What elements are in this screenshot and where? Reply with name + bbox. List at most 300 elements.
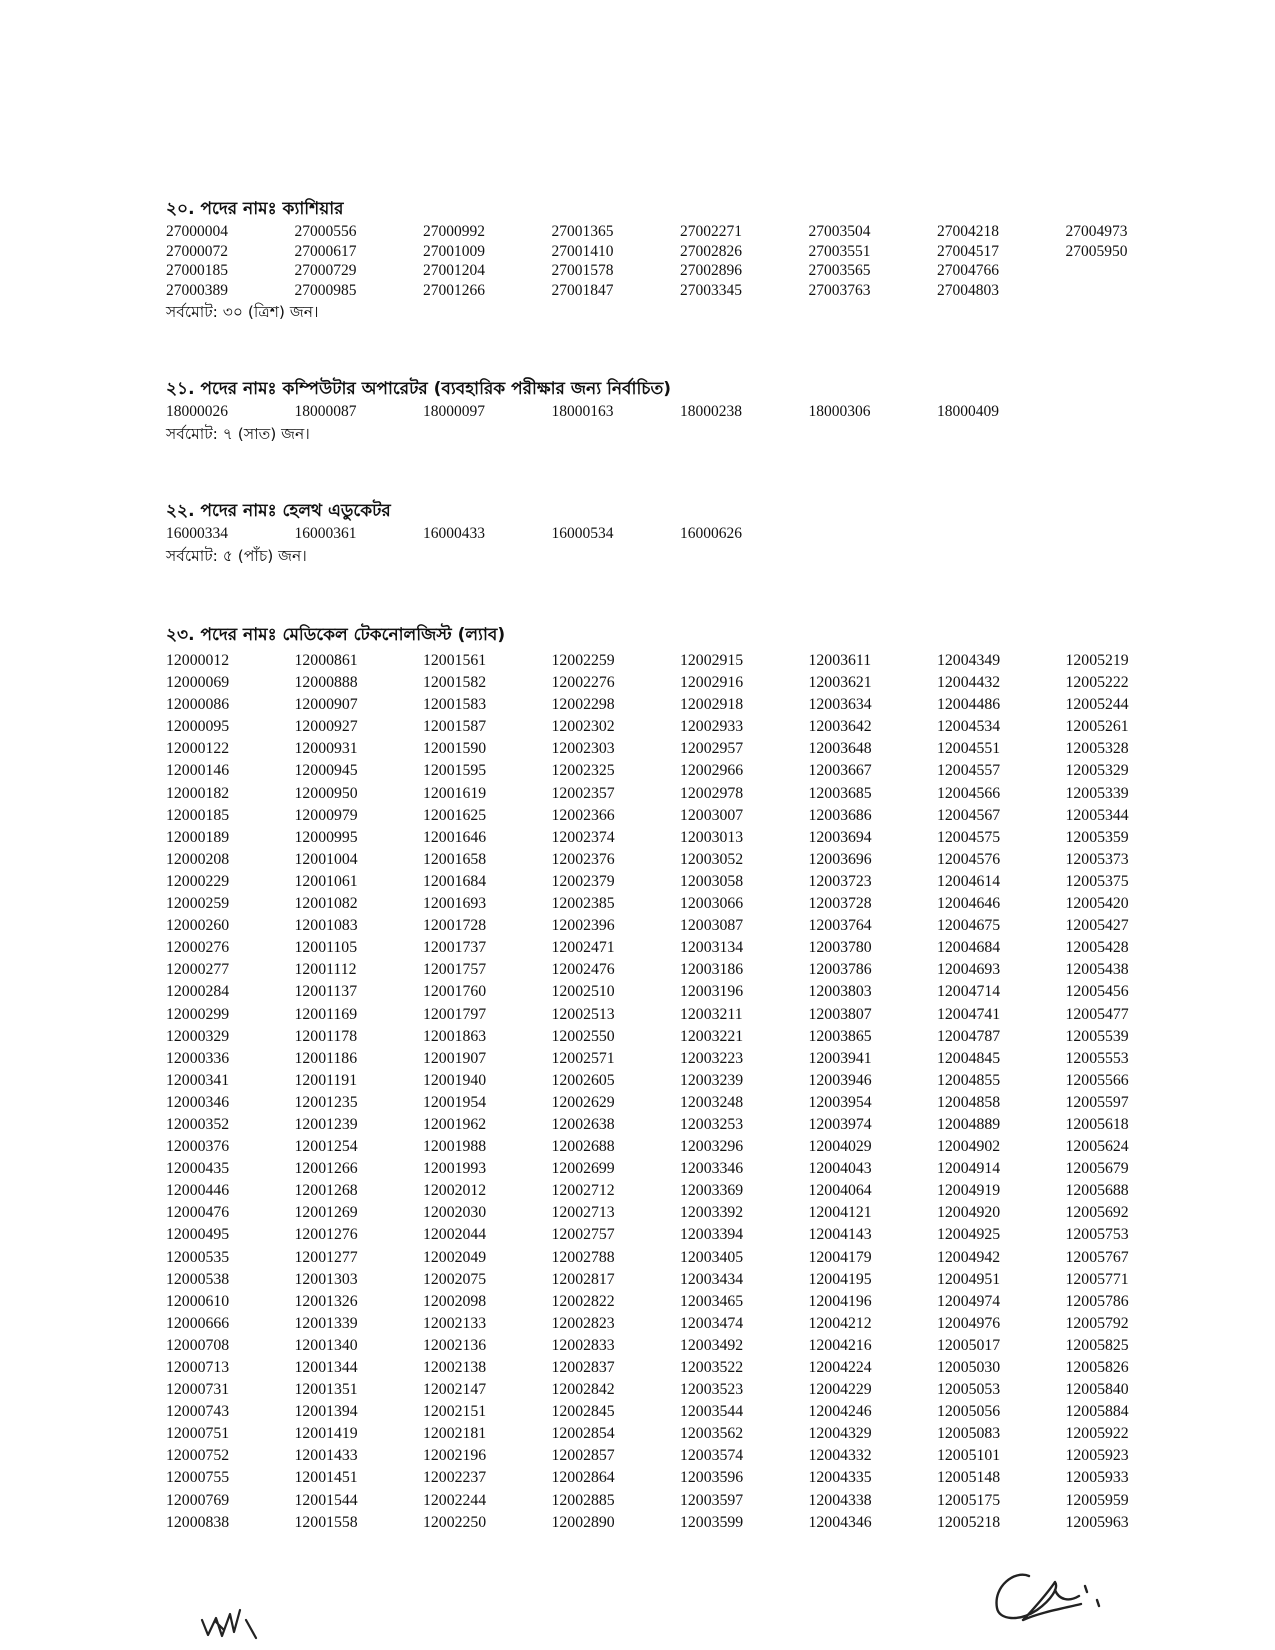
roll-number: 12005922 bbox=[1065, 1425, 1129, 1443]
roll-number: 12004974 bbox=[937, 1292, 1001, 1310]
roll-number: 12003221 bbox=[680, 1027, 744, 1045]
roll-number: 12004195 bbox=[808, 1270, 872, 1288]
roll-number: 12003007 bbox=[680, 806, 744, 824]
roll-number: 12003405 bbox=[680, 1248, 744, 1266]
roll-number: 12003066 bbox=[680, 895, 744, 913]
roll-number: 12002845 bbox=[551, 1403, 615, 1421]
roll-number: 12000708 bbox=[166, 1336, 230, 1354]
roll-number: 12002374 bbox=[551, 828, 615, 846]
roll-number: 12004246 bbox=[808, 1403, 872, 1421]
roll-number: 12001595 bbox=[423, 762, 487, 780]
roll-number: 12004567 bbox=[937, 806, 1001, 824]
roll-number: 12001693 bbox=[423, 895, 487, 913]
roll-number: 12003058 bbox=[680, 872, 744, 890]
roll-number: 12002571 bbox=[551, 1049, 615, 1067]
roll-number: 16000534 bbox=[551, 525, 614, 542]
roll-number: 12004432 bbox=[937, 674, 1001, 692]
roll-number: 12004329 bbox=[808, 1425, 872, 1443]
roll-number: 12002629 bbox=[551, 1093, 615, 1111]
roll-number: 12005359 bbox=[1065, 828, 1129, 846]
roll-number: 12002550 bbox=[551, 1027, 615, 1045]
roll-number: 12003211 bbox=[680, 1005, 743, 1023]
roll-number: 12005618 bbox=[1065, 1115, 1129, 1133]
roll-number: 12003346 bbox=[680, 1160, 744, 1178]
roll-number: 12005222 bbox=[1065, 674, 1129, 692]
roll-number: 12001186 bbox=[294, 1049, 358, 1067]
roll-number: 12005175 bbox=[937, 1491, 1001, 1509]
roll-number: 12000610 bbox=[166, 1292, 230, 1310]
roll-number: 12002857 bbox=[551, 1447, 615, 1465]
roll-number: 12004675 bbox=[937, 917, 1001, 935]
roll-number: 12002136 bbox=[423, 1336, 487, 1354]
roll-number: 12005786 bbox=[1065, 1292, 1129, 1310]
roll-number: 12004614 bbox=[937, 872, 1001, 890]
roll-number: 12003597 bbox=[680, 1491, 744, 1509]
roll-number: 12003434 bbox=[680, 1270, 744, 1288]
roll-number: 27002896 bbox=[680, 262, 742, 279]
roll-number: 12005826 bbox=[1065, 1359, 1129, 1376]
roll-number: 12000208 bbox=[166, 850, 230, 868]
roll-number: 12002385 bbox=[551, 895, 615, 913]
roll-number: 12000189 bbox=[166, 828, 230, 846]
roll-number: 12000495 bbox=[166, 1226, 230, 1244]
roll-number: 16000626 bbox=[680, 525, 742, 542]
roll-number: 12005427 bbox=[1065, 917, 1129, 935]
roll-number: 12003728 bbox=[808, 895, 872, 913]
roll-number: 12002916 bbox=[680, 674, 744, 692]
roll-number: 12000122 bbox=[166, 740, 230, 758]
roll-number: 12005840 bbox=[1065, 1381, 1129, 1399]
roll-number: 12005923 bbox=[1065, 1447, 1129, 1465]
roll-number: 27000985 bbox=[294, 281, 357, 299]
roll-number: 12004043 bbox=[808, 1160, 872, 1178]
roll-number: 27001365 bbox=[551, 223, 614, 240]
roll-number: 12003686 bbox=[808, 806, 872, 824]
roll-number: 12000743 bbox=[166, 1403, 230, 1421]
roll-number: 27004218 bbox=[937, 223, 999, 240]
roll-number: 12000752 bbox=[166, 1447, 230, 1465]
roll-number: 12002688 bbox=[551, 1138, 615, 1156]
roll-number: 12003253 bbox=[680, 1115, 744, 1133]
roll-number: 12001451 bbox=[294, 1469, 358, 1487]
roll-number: 12002044 bbox=[423, 1226, 487, 1244]
roll-number: 12003474 bbox=[680, 1314, 744, 1332]
roll-number: 12003522 bbox=[680, 1359, 744, 1376]
roll-number: 12003392 bbox=[680, 1204, 744, 1222]
roll-number: 12003642 bbox=[808, 718, 872, 736]
roll-number: 27001847 bbox=[551, 281, 614, 299]
roll-number: 12004925 bbox=[937, 1226, 1001, 1244]
roll-number: 12000907 bbox=[294, 696, 358, 714]
roll-number: 12001137 bbox=[294, 983, 358, 1001]
roll-number: 12001351 bbox=[294, 1381, 358, 1399]
roll-number: 12002147 bbox=[423, 1381, 487, 1399]
roll-number: 12002476 bbox=[551, 961, 615, 979]
roll-number: 12004914 bbox=[937, 1160, 1001, 1178]
roll-number: 12005566 bbox=[1065, 1071, 1129, 1089]
roll-number: 12004976 bbox=[937, 1314, 1001, 1332]
roll-number: 12001728 bbox=[423, 917, 487, 935]
roll-number: 12002244 bbox=[423, 1491, 487, 1509]
roll-number: 18000026 bbox=[166, 403, 228, 420]
roll-number: 12002012 bbox=[423, 1182, 487, 1200]
roll-number: 12005219 bbox=[1065, 652, 1129, 669]
roll-number: 12000146 bbox=[166, 762, 230, 780]
roll-number: 12002049 bbox=[423, 1248, 487, 1266]
section-total: সর্বমোট: ৫ (পাঁচ) জন। bbox=[166, 546, 307, 565]
roll-number: 27000389 bbox=[166, 281, 228, 299]
roll-number: 12004942 bbox=[937, 1248, 1001, 1266]
section-heading: ২১. পদের নামঃ কম্পিউটার অপারেটর (ব্যবহারিক পরীক্ষার জন্য নির্বাচিত) bbox=[166, 379, 672, 399]
roll-number: 12005218 bbox=[937, 1513, 1001, 1531]
roll-number: 27004803 bbox=[937, 281, 999, 299]
roll-number: 12000299 bbox=[166, 1005, 230, 1023]
roll-number: 12002605 bbox=[551, 1071, 615, 1089]
roll-number: 27001410 bbox=[551, 242, 614, 260]
roll-number: 12002298 bbox=[551, 696, 615, 714]
roll-number: 12000950 bbox=[294, 784, 358, 802]
roll-number: 12004332 bbox=[808, 1447, 872, 1465]
roll-number: 18000097 bbox=[423, 403, 485, 420]
roll-number: 12000086 bbox=[166, 696, 230, 714]
roll-number: 27000185 bbox=[166, 262, 228, 279]
roll-number: 12003052 bbox=[680, 850, 744, 868]
section-cashier bbox=[166, 196, 1166, 324]
roll-number: 27002271 bbox=[680, 223, 742, 240]
roll-number: 12004566 bbox=[937, 784, 1001, 802]
roll-number: 12000341 bbox=[166, 1071, 230, 1089]
roll-number: 12001394 bbox=[294, 1403, 358, 1421]
signature-right bbox=[985, 1560, 1125, 1630]
roll-number: 12003492 bbox=[680, 1336, 744, 1354]
roll-number: 12004486 bbox=[937, 696, 1001, 714]
roll-number: 12000751 bbox=[166, 1425, 230, 1443]
roll-number: 27005950 bbox=[1065, 242, 1128, 260]
roll-number: 12005373 bbox=[1065, 850, 1129, 868]
roll-number: 12003723 bbox=[808, 872, 872, 890]
roll-number: 12001757 bbox=[423, 961, 487, 979]
roll-number: 12000446 bbox=[166, 1182, 230, 1200]
roll-number: 12004889 bbox=[937, 1115, 1001, 1133]
roll-number: 27000992 bbox=[423, 223, 485, 240]
roll-number: 16000433 bbox=[423, 525, 485, 542]
roll-number: 12004229 bbox=[808, 1381, 872, 1399]
roll-number: 12001646 bbox=[423, 828, 487, 846]
roll-number: 12000069 bbox=[166, 674, 230, 692]
roll-number: 12004196 bbox=[808, 1292, 872, 1310]
roll-number: 12000979 bbox=[294, 806, 358, 824]
roll-number: 12003696 bbox=[808, 850, 872, 868]
roll-number: 12004951 bbox=[937, 1270, 1001, 1288]
roll-number: 12003296 bbox=[680, 1138, 744, 1156]
roll-number: 12002303 bbox=[551, 740, 615, 758]
roll-number: 16000334 bbox=[166, 525, 228, 542]
roll-number: 12002357 bbox=[551, 784, 615, 802]
roll-number: 12000731 bbox=[166, 1381, 230, 1399]
roll-number: 12002471 bbox=[551, 939, 615, 957]
roll-number: 12001863 bbox=[423, 1027, 487, 1045]
roll-number: 12005597 bbox=[1065, 1093, 1129, 1111]
roll-number: 12005148 bbox=[937, 1469, 1001, 1487]
roll-number: 12003599 bbox=[680, 1513, 744, 1531]
roll-number: 12000329 bbox=[166, 1027, 230, 1045]
roll-number: 12004121 bbox=[808, 1204, 872, 1222]
roll-number: 12002788 bbox=[551, 1248, 615, 1266]
roll-number: 12000012 bbox=[166, 652, 230, 669]
roll-number: 12004143 bbox=[808, 1226, 872, 1244]
roll-number: 18000163 bbox=[551, 403, 614, 420]
roll-number: 12004855 bbox=[937, 1071, 1001, 1089]
roll-number: 12001590 bbox=[423, 740, 487, 758]
roll-number: 12004216 bbox=[808, 1336, 872, 1354]
roll-number: 12001344 bbox=[294, 1359, 358, 1376]
roll-number: 12004346 bbox=[808, 1513, 872, 1531]
roll-number: 12000713 bbox=[166, 1359, 230, 1376]
roll-number: 12001082 bbox=[294, 895, 358, 913]
roll-number: 12004064 bbox=[808, 1182, 872, 1200]
roll-number: 18000409 bbox=[937, 403, 999, 420]
roll-number: 12000535 bbox=[166, 1248, 230, 1266]
roll-number: 12000352 bbox=[166, 1115, 230, 1133]
roll-number: 12001169 bbox=[294, 1005, 358, 1023]
roll-number: 12004646 bbox=[937, 895, 1001, 913]
roll-number: 12001684 bbox=[423, 872, 487, 890]
roll-number: 12001277 bbox=[294, 1248, 358, 1266]
roll-number: 12003786 bbox=[808, 961, 872, 979]
roll-number: 12004534 bbox=[937, 718, 1001, 736]
roll-number: 12002966 bbox=[680, 762, 744, 780]
roll-number: 12002196 bbox=[423, 1447, 487, 1465]
roll-number: 12005933 bbox=[1065, 1469, 1129, 1487]
roll-number: 12002933 bbox=[680, 718, 744, 736]
roll-number: 12001083 bbox=[294, 917, 358, 935]
roll-number: 12001178 bbox=[294, 1027, 358, 1045]
roll-number: 12000095 bbox=[166, 718, 230, 736]
roll-number: 12000435 bbox=[166, 1160, 230, 1178]
roll-number: 12003134 bbox=[680, 939, 744, 957]
roll-number: 12002133 bbox=[423, 1314, 487, 1332]
roll-number: 12004335 bbox=[808, 1469, 872, 1487]
roll-number: 12002885 bbox=[551, 1491, 615, 1509]
roll-number: 12000277 bbox=[166, 961, 230, 979]
roll-number: 12000666 bbox=[166, 1314, 230, 1332]
roll-number: 12000346 bbox=[166, 1093, 230, 1111]
roll-number: 12003954 bbox=[808, 1093, 872, 1111]
roll-number: 12002366 bbox=[551, 806, 615, 824]
roll-number: 12001658 bbox=[423, 850, 487, 868]
roll-number: 12002181 bbox=[423, 1425, 487, 1443]
roll-number: 12001940 bbox=[423, 1071, 487, 1089]
roll-number: 27001266 bbox=[423, 281, 485, 299]
roll-number: 12002638 bbox=[551, 1115, 615, 1133]
roll-number: 12005261 bbox=[1065, 718, 1129, 736]
roll-number: 12004029 bbox=[808, 1138, 872, 1156]
roll-number: 12001269 bbox=[294, 1204, 358, 1222]
roll-number: 12005017 bbox=[937, 1336, 1001, 1354]
roll-number: 12002918 bbox=[680, 696, 744, 714]
section-health-educator bbox=[166, 498, 1166, 568]
roll-number: 12003764 bbox=[808, 917, 872, 935]
roll-number: 12000931 bbox=[294, 740, 358, 758]
roll-number: 12003780 bbox=[808, 939, 872, 957]
roll-number: 12002817 bbox=[551, 1270, 615, 1288]
roll-number: 12003634 bbox=[808, 696, 872, 714]
roll-number: 12002276 bbox=[551, 674, 615, 692]
roll-number: 12001004 bbox=[294, 850, 358, 868]
roll-number: 12004741 bbox=[937, 1005, 1001, 1023]
roll-number: 27004517 bbox=[937, 242, 999, 260]
roll-number: 12003611 bbox=[808, 652, 872, 669]
roll-number: 12003803 bbox=[808, 983, 872, 1001]
roll-number: 12005825 bbox=[1065, 1336, 1129, 1354]
roll-number: 12000927 bbox=[294, 718, 358, 736]
roll-number: 12002890 bbox=[551, 1513, 615, 1531]
roll-number: 12001105 bbox=[294, 939, 358, 957]
section-heading: ২২. পদের নামঃ হেলথ এডুকেটর bbox=[166, 501, 391, 521]
roll-number: 12001254 bbox=[294, 1138, 358, 1156]
roll-number: 12005771 bbox=[1065, 1270, 1129, 1288]
roll-number: 12004787 bbox=[937, 1027, 1001, 1045]
roll-number: 12005959 bbox=[1065, 1491, 1129, 1509]
roll-number: 12002915 bbox=[680, 652, 744, 669]
roll-number: 12005328 bbox=[1065, 740, 1129, 758]
roll-number: 12002854 bbox=[551, 1425, 615, 1443]
roll-number: 12001760 bbox=[423, 983, 487, 1001]
roll-number: 12001191 bbox=[294, 1071, 358, 1089]
roll-number-grid bbox=[166, 222, 1166, 300]
roll-number: 12002325 bbox=[551, 762, 615, 780]
roll-number: 27004766 bbox=[937, 262, 999, 279]
roll-number: 12002396 bbox=[551, 917, 615, 935]
roll-number: 27003345 bbox=[680, 281, 742, 299]
roll-number: 12003239 bbox=[680, 1071, 744, 1089]
roll-number: 27001204 bbox=[423, 262, 485, 279]
roll-number: 12001625 bbox=[423, 806, 487, 824]
roll-number: 12000476 bbox=[166, 1204, 230, 1222]
roll-number: 27000729 bbox=[294, 262, 357, 279]
roll-number: 12001587 bbox=[423, 718, 487, 736]
roll-number: 12004920 bbox=[937, 1204, 1001, 1222]
roll-number: 12003807 bbox=[808, 1005, 872, 1023]
roll-number: 12004576 bbox=[937, 850, 1001, 868]
roll-number: 12002237 bbox=[423, 1469, 487, 1487]
roll-number: 12002376 bbox=[551, 850, 615, 868]
section-heading: ২৩. পদের নামঃ মেডিকেল টেকনোলজিস্ট (ল্যাব) bbox=[166, 625, 506, 645]
roll-number: 12003562 bbox=[680, 1425, 744, 1443]
roll-number: 27001009 bbox=[423, 242, 485, 260]
roll-number: 12000945 bbox=[294, 762, 358, 780]
roll-number: 12001907 bbox=[423, 1049, 487, 1067]
roll-number: 12000185 bbox=[166, 806, 230, 824]
roll-number: 12000888 bbox=[294, 674, 358, 692]
roll-number: 12005344 bbox=[1065, 806, 1129, 824]
roll-number: 27004973 bbox=[1065, 223, 1128, 240]
roll-number: 12005428 bbox=[1065, 939, 1129, 957]
roll-number: 12002837 bbox=[551, 1359, 615, 1376]
roll-number: 12004684 bbox=[937, 939, 1001, 957]
roll-number: 27001578 bbox=[551, 262, 614, 279]
roll-number: 12002138 bbox=[423, 1359, 487, 1376]
roll-number: 12000769 bbox=[166, 1491, 230, 1509]
roll-number: 12002259 bbox=[551, 652, 615, 669]
roll-number: 12003523 bbox=[680, 1381, 744, 1399]
roll-number: 12002842 bbox=[551, 1381, 615, 1399]
roll-number: 12003621 bbox=[808, 674, 872, 692]
roll-number-grid bbox=[166, 524, 1166, 544]
roll-number: 12003648 bbox=[808, 740, 872, 758]
roll-number: 12003574 bbox=[680, 1447, 744, 1465]
roll-number: 12004845 bbox=[937, 1049, 1001, 1067]
roll-number: 27000556 bbox=[294, 223, 357, 240]
roll-number: 12001340 bbox=[294, 1336, 358, 1354]
roll-number: 12000995 bbox=[294, 828, 358, 846]
roll-number: 12003974 bbox=[808, 1115, 872, 1133]
roll-number: 12005083 bbox=[937, 1425, 1001, 1443]
roll-number: 27000617 bbox=[294, 242, 357, 260]
roll-number: 12002250 bbox=[423, 1513, 487, 1531]
roll-number: 27003504 bbox=[808, 223, 871, 240]
roll-number: 12003667 bbox=[808, 762, 872, 780]
roll-number: 12001268 bbox=[294, 1182, 358, 1200]
roll-number: 12004575 bbox=[937, 828, 1001, 846]
roll-number: 12001544 bbox=[294, 1491, 358, 1509]
roll-number: 12001266 bbox=[294, 1160, 358, 1178]
roll-number: 12001433 bbox=[294, 1447, 358, 1465]
roll-number: 12002030 bbox=[423, 1204, 487, 1222]
roll-number: 12003596 bbox=[680, 1469, 744, 1487]
roll-number: 12002510 bbox=[551, 983, 615, 1001]
roll-number: 12000276 bbox=[166, 939, 230, 957]
roll-number: 12005688 bbox=[1065, 1182, 1129, 1200]
section-computer-operator bbox=[166, 376, 1166, 446]
roll-number: 12000260 bbox=[166, 917, 230, 935]
roll-number: 27003551 bbox=[808, 242, 871, 260]
roll-number: 12004179 bbox=[808, 1248, 872, 1266]
roll-number: 12004338 bbox=[808, 1491, 872, 1509]
roll-number: 12005053 bbox=[937, 1381, 1001, 1399]
roll-number-grid bbox=[166, 650, 1166, 1534]
roll-number: 12001988 bbox=[423, 1138, 487, 1156]
roll-number: 12005339 bbox=[1065, 784, 1129, 802]
roll-number: 12001112 bbox=[294, 961, 357, 979]
roll-number: 12002978 bbox=[680, 784, 744, 802]
roll-number: 12003369 bbox=[680, 1182, 744, 1200]
roll-number: 27003763 bbox=[808, 281, 871, 299]
roll-number: 12003865 bbox=[808, 1027, 872, 1045]
roll-number: 12001235 bbox=[294, 1093, 358, 1111]
roll-number: 12004693 bbox=[937, 961, 1001, 979]
roll-number: 12000838 bbox=[166, 1513, 230, 1531]
roll-number: 12005679 bbox=[1065, 1160, 1129, 1178]
roll-number: 12004919 bbox=[937, 1182, 1001, 1200]
roll-number: 12004349 bbox=[937, 652, 1001, 669]
roll-number: 12003223 bbox=[680, 1049, 744, 1067]
roll-number: 12005438 bbox=[1065, 961, 1129, 979]
roll-number: 12003685 bbox=[808, 784, 872, 802]
roll-number: 12004858 bbox=[937, 1093, 1001, 1111]
roll-number: 12001239 bbox=[294, 1115, 358, 1133]
roll-number: 12001303 bbox=[294, 1270, 358, 1288]
roll-number: 12000182 bbox=[166, 784, 230, 802]
section-total: সর্বমোট: ৩০ (ত্রিশ) জন। bbox=[166, 303, 319, 321]
roll-number: 27002826 bbox=[680, 242, 742, 260]
roll-number: 12001583 bbox=[423, 696, 487, 714]
roll-number: 12005553 bbox=[1065, 1049, 1129, 1067]
roll-number-grid bbox=[166, 402, 1166, 422]
roll-number: 12005963 bbox=[1065, 1513, 1129, 1531]
roll-number: 12001954 bbox=[423, 1093, 487, 1111]
roll-number: 12002713 bbox=[551, 1204, 615, 1222]
